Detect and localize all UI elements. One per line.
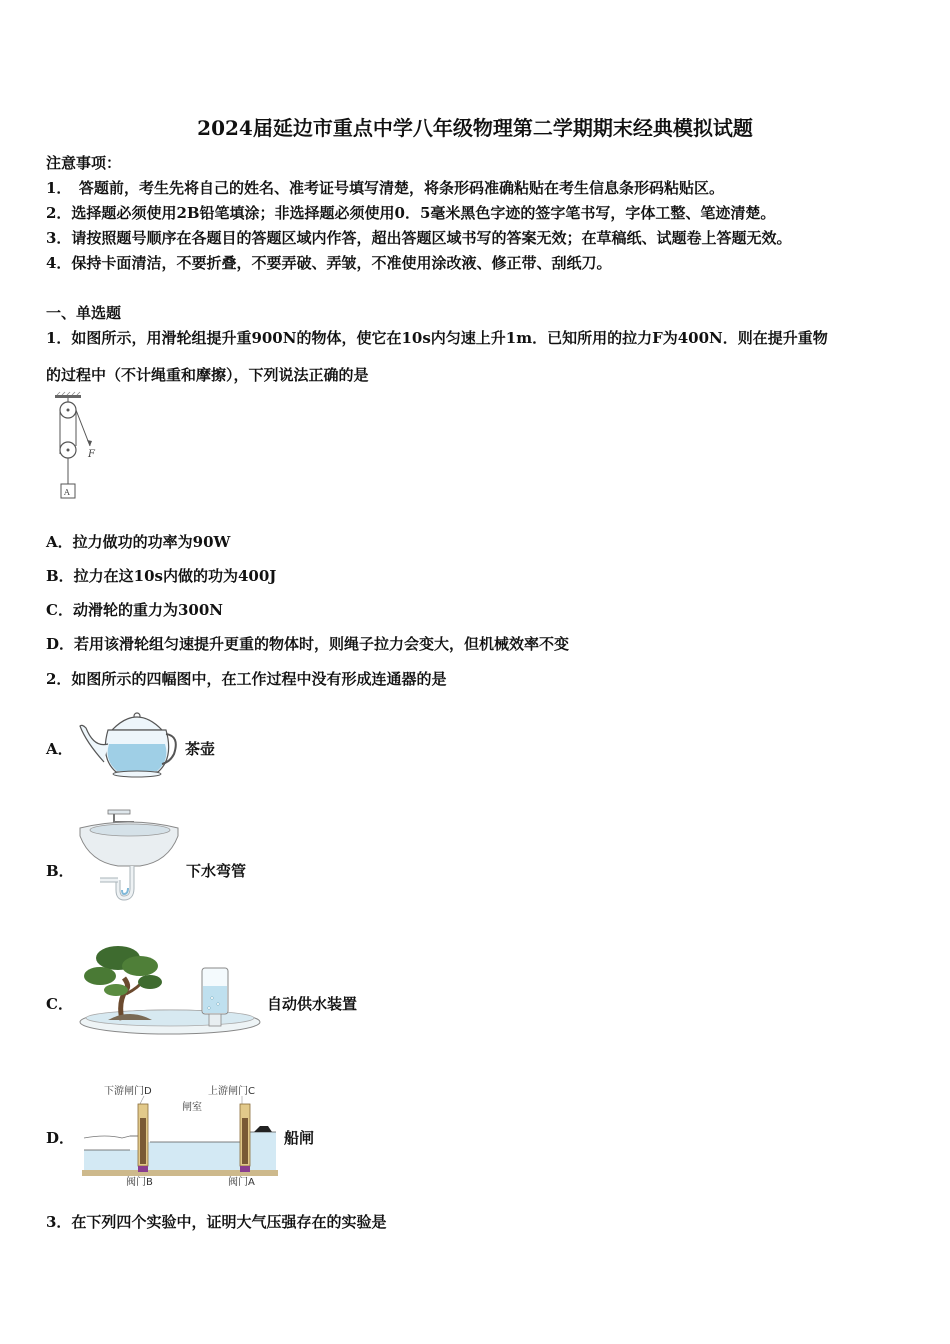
auto-water-supply-image: [78, 942, 262, 1040]
sink-image: [78, 808, 182, 902]
section-heading: 一、单选题: [46, 304, 122, 322]
lock-label-valve-b: 阀门B: [126, 1177, 153, 1188]
notice-item-1: 1． 答题前，考生先将自己的姓名、准考证号填写清楚，将条形码准确粘贴在考生信息条形码粘贴区。: [46, 179, 724, 197]
notice-item-4: 4．保持卡面清洁，不要折叠，不要弄破、弄皱，不准使用涂改液、修正带、刮纸刀。: [46, 254, 612, 272]
q2-option-c-caption: 自动供水装置: [267, 995, 358, 1013]
lock-label-chamber: 闸室: [182, 1102, 202, 1113]
q1-stem-line1: 1．如图所示，用滑轮组提升重900N的物体，使它在10s内匀速上升1m．已知所用的拉力F为400N．则在提升重物: [46, 329, 828, 347]
q2-option-a-caption: 茶壶: [185, 740, 216, 758]
pulley-force-label: F: [88, 449, 95, 460]
lock-label-valve-a: 阀门A: [228, 1177, 255, 1188]
notice-item-2: 2．选择题必须使用2B铅笔填涂；非选择题必须使用0．5毫米黑色字迹的签字笔书写，字体工整、笔迹清楚。: [46, 204, 776, 222]
q1-option-d: D．若用该滑轮组匀速提升更重的物体时，则绳子拉力会变大，但机械效率不变: [46, 635, 570, 653]
q2-option-c-letter: C．: [46, 995, 73, 1013]
q2-option-b-caption: 下水弯管: [186, 862, 247, 880]
q2-option-b-letter: B．: [46, 862, 74, 880]
q3-stem: 3．在下列四个实验中，证明大气压强存在的实验是: [46, 1213, 387, 1231]
teapot-image: [76, 700, 180, 782]
q1-option-b: B．拉力在这10s内做的功为400J: [46, 567, 277, 585]
pulley-figure: [52, 394, 112, 504]
notice-heading: 注意事项：: [46, 154, 122, 172]
q1-option-c: C．动滑轮的重力为300N: [46, 601, 223, 619]
ship-lock-image: [82, 1082, 278, 1186]
q2-option-d-caption: 船闸: [284, 1129, 315, 1147]
q2-option-d-letter: D．: [46, 1129, 75, 1147]
page-title: 2024届延边市重点中学八年级物理第二学期期末经典模拟试题: [197, 116, 753, 140]
q2-stem: 2．如图所示的四幅图中，在工作过程中没有形成连通器的是: [46, 670, 447, 688]
notice-item-3: 3．请按照题号顺序在各题目的答题区域内作答，超出答题区域书写的答案无效；在草稿纸、试题卷上答题无效。: [46, 229, 792, 247]
q1-stem-line2: 的过程中（不计绳重和摩擦），下列说法正确的是: [46, 366, 369, 384]
lock-label-up-gate: 上游闸门C: [208, 1086, 255, 1097]
lock-label-down-gate: 下游闸门D: [104, 1086, 152, 1097]
q1-option-a: A．拉力做功的功率为90W: [46, 533, 231, 551]
pulley-block-label: A: [64, 488, 70, 497]
q2-option-a-letter: A．: [46, 740, 73, 758]
